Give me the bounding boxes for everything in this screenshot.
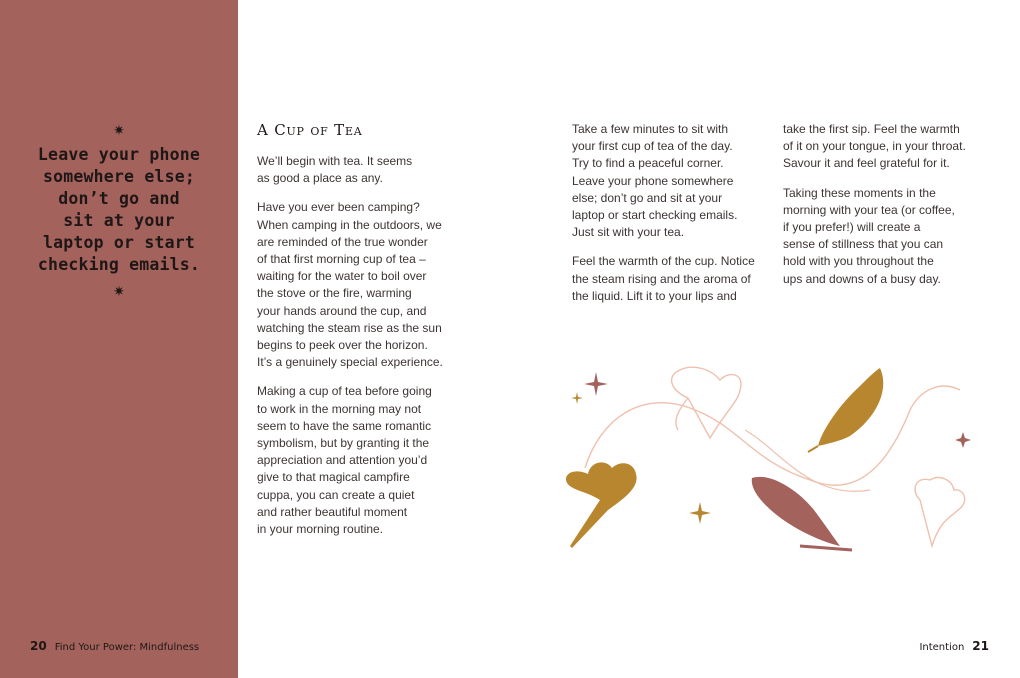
running-title: Find Your Power: Mindfulness — [54, 642, 200, 653]
ginkgo-leaf-outline-icon — [915, 478, 965, 546]
paragraph: Have you ever been camping? When camping in the outdoors, we are reminded of the true wonder of that first morning cup of tea – waiting for the water to boil over the stove or the fire, warming your hands around the cup, and watching the steam rise as the sun begins to peek over the horizon. It’s a genuinely special experience. — [257, 200, 443, 370]
left-footer — [30, 639, 199, 653]
feather-gold-icon — [808, 368, 883, 452]
paragraph: Making a cup of tea before going to work in the morning may not seem to have the same romantic symbolism, but by granting it the appreciation and attention you’d give to that magical campfire cuppa, you can create a quiet and rather beautiful moment in your morning routine. — [257, 384, 432, 537]
text-column-2 — [572, 121, 772, 317]
pullquote-line: Leave your phone — [37, 145, 201, 164]
sparkle-star-icon — [955, 432, 971, 448]
sparkle-star-icon — [689, 502, 711, 524]
sparkle-star-icon — [584, 372, 608, 396]
paragraph: Feel the warmth of the cup. Notice the steam rising and the aroma of the liquid. Lift it to your lips and — [572, 254, 755, 303]
section-label: Intention — [919, 642, 965, 653]
swirl-line — [585, 386, 960, 485]
left-page-number: 20 — [30, 639, 47, 653]
pullquote-line: sit at your — [63, 211, 175, 230]
paragraph: Take a few minutes to sit with your first cup of tea of the day. Try to find a peaceful corner. Leave your phone somewhere else; don’t go and sit at your laptop or start checking emails. Just sit with your tea. — [572, 122, 738, 240]
tea-illustration — [560, 350, 990, 560]
feather-mauve-icon — [752, 477, 852, 550]
pullquote-line: somewhere else; — [42, 167, 195, 186]
pullquote-line: don’t go and — [58, 189, 180, 208]
ginkgo-leaf-outline-icon — [672, 367, 741, 438]
right-footer — [919, 639, 989, 653]
paragraph: take the first sip. Feel the warmth of it on your tongue, in your throat. Savour it and feel grateful for it. — [783, 122, 966, 171]
text-column-1 — [257, 153, 457, 550]
sparkle-star-icon — [571, 392, 583, 404]
pullquote-line: checking emails. — [37, 255, 201, 274]
left-page-panel — [0, 0, 238, 678]
paragraph: Taking these moments in the morning with your tea (or coffee, if you prefer!) will create a sense of stillness that you can hold with you throughout the ups and downs of a busy day. — [783, 185, 955, 286]
star-ornament-bottom-icon: ✷ — [113, 284, 125, 300]
text-column-3 — [783, 121, 983, 300]
pullquote-line: laptop or start — [42, 233, 195, 252]
right-page-number: 21 — [972, 639, 989, 653]
star-ornament-top-icon: ✷ — [113, 123, 125, 139]
section-heading: A Cup of Tea — [257, 121, 363, 139]
ginkgo-leaf-gold-icon — [566, 462, 637, 548]
paragraph: We’ll begin with tea. It seems as good a place as any. — [257, 154, 413, 186]
pullquote — [14, 144, 224, 276]
